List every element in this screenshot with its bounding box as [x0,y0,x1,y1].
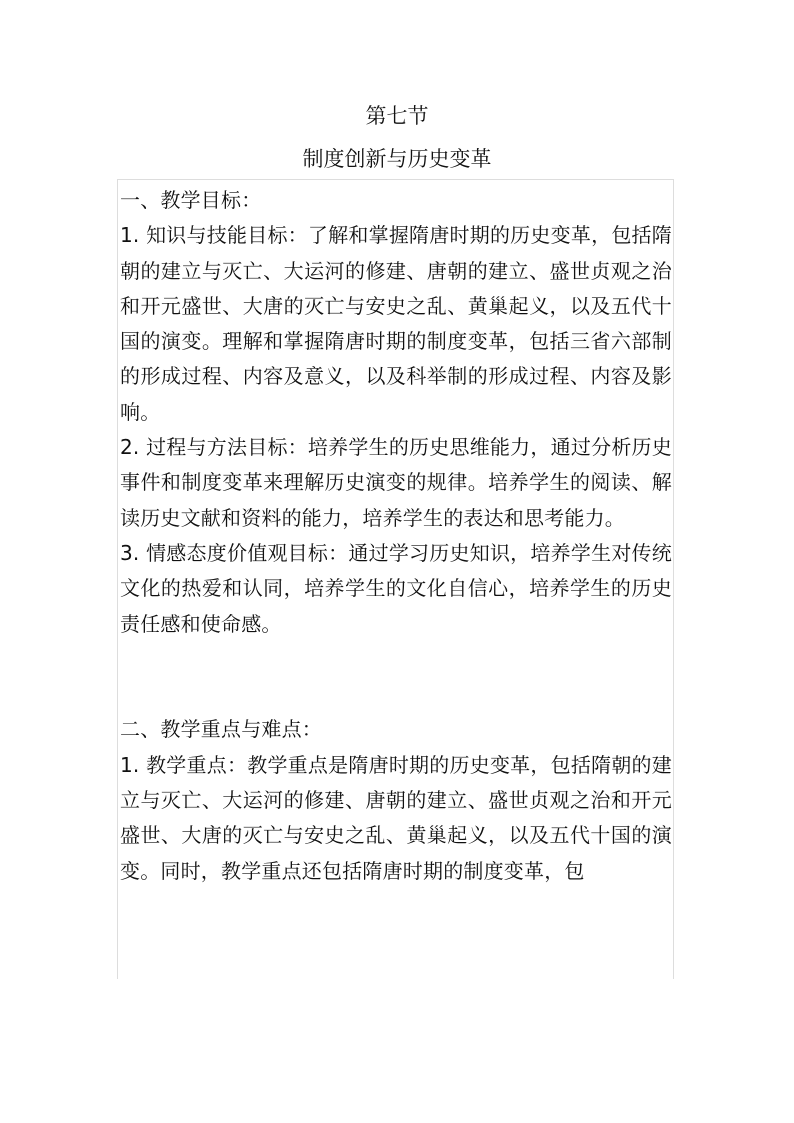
section-number: 第七节 [365,104,429,128]
blank-line [120,642,672,713]
goal-process-methods: 2. 过程与方法目标：培养学生的历史思维能力，通过分析历史事件和制度变革来理解历史演变的规律。培养学生的阅读、解读历史文献和资料的能力，培养学生的表达和思考能力。 [120,435,672,530]
goal-knowledge-skills: 1. 知识与技能目标：了解和掌握隋唐时期的历史变革，包括隋朝的建立与灭亡、大运河的修建、唐朝的建立、盛世贞观之治和开元盛世、大唐的灭亡与安史之乱、黄巢起义，以及五代十国的演变。理解和掌握隋唐时期的制度变革，包括三省六部制的形成过程、内容及意义，以及科举制的形成过程、内容及影响。 [120,223,672,424]
key-point-paragraph: 1. 教学重点：教学重点是隋唐时期的历史变革，包括隋朝的建立与灭亡、大运河的修建、唐朝的建立、盛世贞观之治和开元盛世、大唐的灭亡与安史之乱、黄巢起义，以及五代十国的演变。同时，教学重点还包括隋唐时期的制度变革，包 [120,752,672,883]
heading-key-points: 二、教学重点与难点： [120,717,322,742]
document-body [120,183,672,889]
goal-emotion-values: 3. 情感态度价值观目标：通过学习历史知识，培养学生对传统文化的热爱和认同，培养学生的文化自信心，培养学生的历史责任感和使命感。 [120,540,672,636]
section-title: 制度创新与历史变革 [302,147,492,171]
heading-teaching-goals: 一、教学目标： [120,188,262,212]
